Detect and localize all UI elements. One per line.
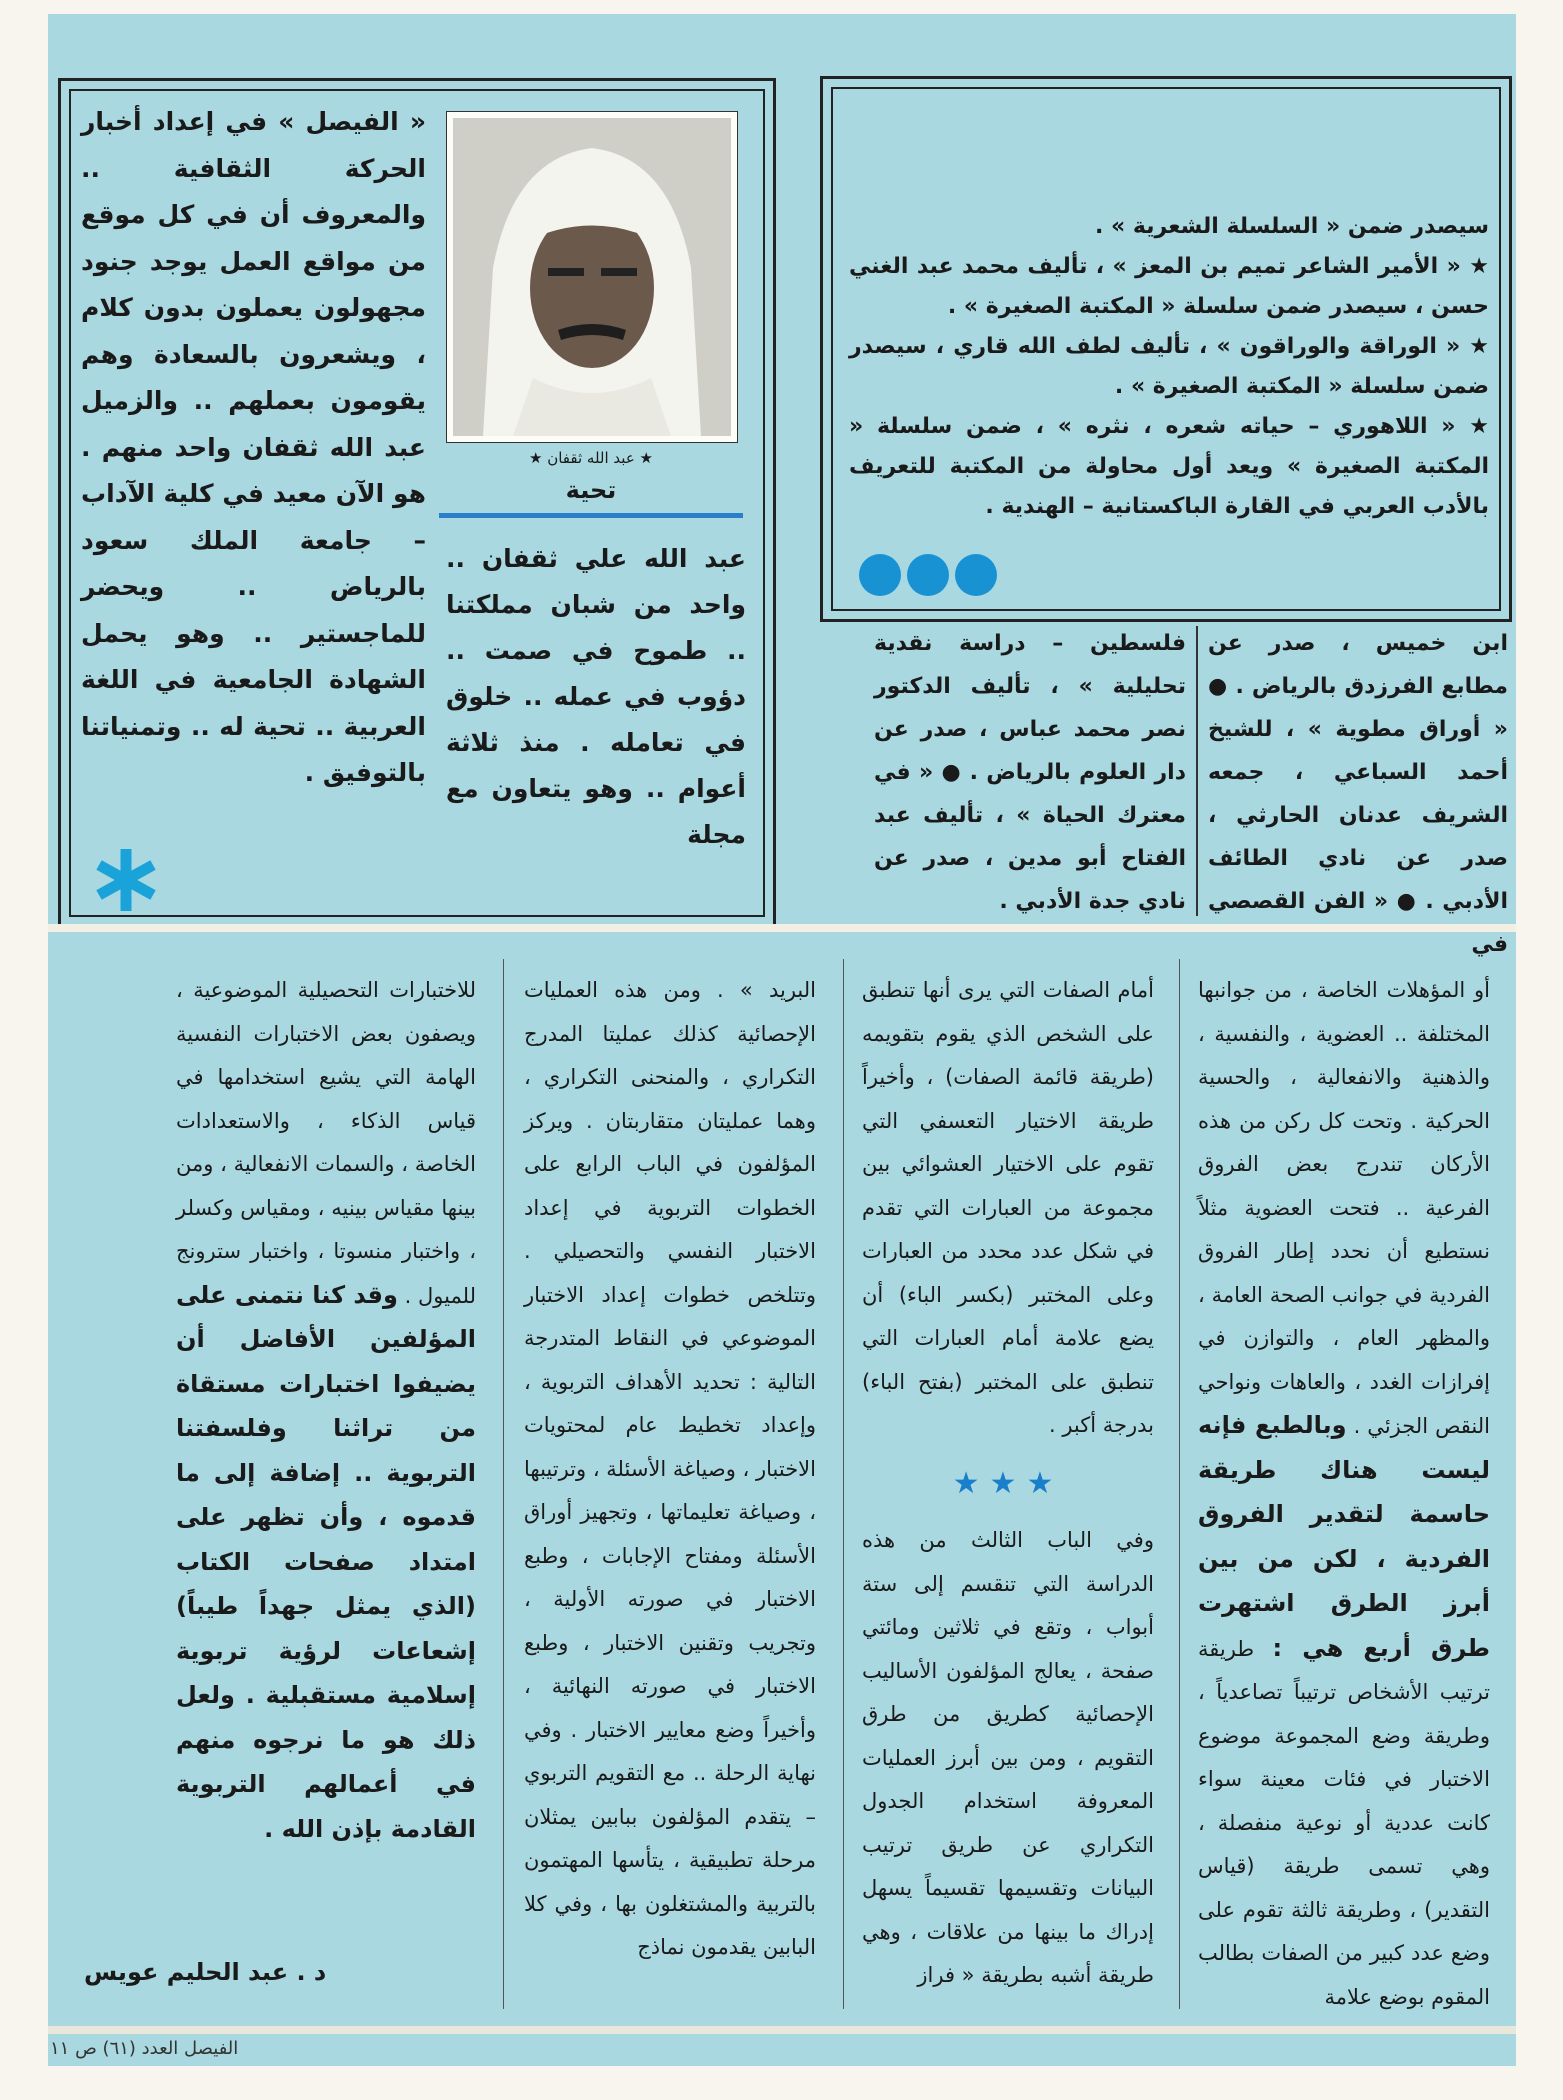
stars-divider: ★★★ bbox=[952, 1465, 1064, 1501]
page-footer bbox=[48, 2034, 1516, 2066]
article-highlight: وبالطبع فإنه ليست هناك طريقة حاسمة لتقدير الفروق الفردية ، لكن من بين أبرز الطرق اشتهرت طرق أربع هي : bbox=[1198, 1411, 1490, 1662]
column-divider bbox=[1196, 626, 1198, 916]
column-divider bbox=[843, 959, 844, 2009]
column-divider bbox=[1179, 959, 1180, 2009]
portrait-photo bbox=[446, 111, 738, 443]
series-paragraph: ★ « الأمير الشاعر تميم بن المعز » ، تأليف محمد عبد الغني حسن ، سيصدر ضمن سلسلة « المكتبة الصغيرة » . bbox=[849, 254, 1489, 319]
article-column-3: البريد » . ومن هذه العمليات الإحصائية كذلك عمليتا المدرج التكراري ، والمنحنى التكراري ، وهما عمليتان متقاربتان . ويركز المؤلفون في الباب الرابع على الخطوات التربوية في إعداد الاختبار النفسي والتحصيلي . وتتلخص خطوات إعداد الاختبار الموضوعي في النقاط المتدرجة التالية : تحديد الأهداف التربوية ، وإعداد تخطيط عام لمحتويات الاختبار ، وصياغة الأسئلة ، وترتيبها ، وصياغة تعليماتها ، وتجهيز أوراق الأسئلة ومفتاح الإجابات ، وطبع الاختبار في صورته الأولية ، وتجريب وتقنين الاختبار ، وطبع الاختبار في صورته النهائية ، وأخيراً وضع معايير الاختبار . وفي نهاية الرحلة .. مع التقويم التربوي – يتقدم المؤلفون ببابين يمثلان مرحلة تطبيقية ، يتأسها المهتمون بالتربية والمشتغلون بها ، وفي كلا البابين يقدمون نماذج bbox=[523, 978, 816, 1959]
article-text: أمام الصفات التي يرى أنها تنطبق على الشخص الذي يقوم بتقويمه (طريقة قائمة الصفات) ، وأخيراً طريقة الاختيار التعسفي التي تقوم على الاختيار العشوائي بين مجموعة من العبارات التي تقدم في شكل عدد محدد من العبارات وعلى المختبر (بكسر الباء) أن يضع علامة أمام العبارات التي تنطبق على المختبر (بفتح الباء) بدرجة أكبر . bbox=[862, 978, 1154, 1437]
books-column-left: فلسطين – دراسة نقدية تحليلية » ، تأليف الدكتور نصر محمد عباس ، صدر عن دار العلوم بالرياض . ● « في معترك الحياة » ، تأليف عبد الفتاح أبو مدين ، صدر عن نادي جدة الأدبي . bbox=[874, 631, 1186, 914]
footer-issue-text: الفيصل العدد (٦١) ص ١١ bbox=[50, 2038, 239, 2059]
portrait-image bbox=[453, 118, 731, 436]
article-highlight: وقد كنا نتمنى على المؤلفين الأفاضل أن يضيفوا اختبارات مستقاة من تراثنا وفلسفتنا التربوية .. إضافة إلى ما قدموه ، وأن تظهر على امتداد صفحات الكتاب (الذي يمثل جهداً طيباً) إشعاعات لرؤية تربوية إسلامية مستقبلية . ولعل ذلك هو ما نرجوه منهم في أعمالهم التربوية القادمة بإذن الله . bbox=[176, 1280, 476, 1843]
magazine-page bbox=[48, 14, 1516, 2066]
footer-band bbox=[48, 2026, 1516, 2034]
series-box bbox=[820, 76, 1512, 622]
dot-icon bbox=[955, 554, 997, 596]
column-divider bbox=[503, 959, 504, 2009]
article-author: د . عبد الحليم عويس bbox=[84, 1958, 327, 1986]
section-separator bbox=[48, 924, 1516, 932]
series-paragraph: سيصدر ضمن « السلسلة الشعرية » . bbox=[1095, 214, 1489, 239]
tribute-title: تحية bbox=[565, 476, 617, 504]
title-underline bbox=[439, 513, 743, 518]
article-text: طريقة ترتيب الأشخاص ترتيباً تصاعدياً ، وطريقة وضع المجموعة موضوع الاختبار في فئات معينة سواء كانت عددية أو نوعية منفصلة ، وهي تسمى طريقة (قياس التقدير) ، وطريقة ثالثة تقوم على وضع عدد كبير من الصفات بطالب المقوم بوضع علامة bbox=[1198, 1636, 1490, 2009]
dot-icon bbox=[907, 554, 949, 596]
dots-ornament bbox=[853, 554, 997, 600]
series-paragraph: ★ « الوراقة والوراقون » ، تأليف لطف الله قاري ، سيصدر ضمن سلسلة « المكتبة الصغيرة » . bbox=[849, 334, 1489, 399]
article-column-4 bbox=[176, 969, 476, 1852]
photo-caption: ★ عبد الله ثقفان ★ bbox=[529, 449, 653, 467]
tribute-text-right: عبد الله علي ثقفان .. واحد من شبان مملكتنا .. طموح في صمت .. دؤوب في عمله .. خلوق في تعامله . منذ ثلاثة أعوام .. وهو يتعاون مع مجلة bbox=[446, 544, 746, 849]
article-column-1 bbox=[1198, 969, 1490, 2019]
dot-icon bbox=[859, 554, 901, 596]
series-paragraph: ★ « اللاهوري – حياته شعره ، نثره » ، ضمن سلسلة « المكتبة الصغيرة » ويعد أول محاولة من المكتبة للتعريف بالأدب العربي في القارة الباكستانية – الهندية . bbox=[849, 414, 1489, 519]
article-text: للاختبارات التحصيلية الموضوعية ، ويصفون بعض الاختبارات النفسية الهامة التي يشيع استخدامها في قياس الذكاء ، والاستعدادات الخاصة ، والسمات الانفعالية ، ومن بينها مقياس بينيه ، ومقياس وكسلر ، واختبار منسوتا ، واختبار سترونج للميول . bbox=[176, 978, 476, 1308]
tribute-text-left: « الفيصل » في إعداد أخبار الحركة الثقافية .. والمعروف أن في كل موقع من مواقع العمل يوجد جنود مجهولون يعملون بدون كلام ، ويشعرون بالسعادة وهم يقومون بعملهم .. والزميل عبد الله ثقفان واحد منهم . هو الآن معيد في كلية الآداب – جامعة الملك سعود بالرياض .. ويحضر للماجستير .. وهو يحمل الشهادة الجامعية في اللغة العربية .. تحية له .. وتمنياتنا بالتوفيق . bbox=[81, 107, 426, 787]
article-text: وفي الباب الثالث من هذه الدراسة التي تنقسم إلى ستة أبواب ، وتقع في ثلاثين ومائتي صفحة ، يعالج المؤلفون الأساليب الإحصائية كطريق من طرق التقويم ، ومن بين أبرز العمليات المعروفة استخدام الجدول التكراري عن طريق ترتيب البيانات وتقسيمها تقسيماً يسهل إدراك ما بينها من علاقات ، وهي طريقة أشبه بطريقة « فراز bbox=[862, 1528, 1154, 1987]
asterisk-ornament-icon bbox=[91, 845, 161, 915]
books-column-right: ابن خميس ، صدر عن مطابع الفرزدق بالرياض . ● « أوراق مطوية » ، للشيخ أحمد السباعي ، جمعه الشريف عدنان الحارثي ، صدر عن نادي الطائف الأدبي . ● « الفن القصصي في bbox=[1208, 631, 1508, 957]
article-text: أو المؤهلات الخاصة ، من جوانبها المختلفة .. العضوية ، والنفسية ، والذهنية والانفعالية ، والحسية الحركية . وتحت كل ركن من هذه الأركان تندرج بعض الفروق الفرعية .. فتحت العضوية مثلاً نستطيع أن نحدد إطار الفروق الفردية في جوانب الصحة العامة ، والمظهر العام ، والتوازن في إفرازات الغدد ، والعاهات ونواحي النقص الجزئي . bbox=[1198, 978, 1490, 1438]
series-text bbox=[849, 207, 1489, 527]
article-column-2 bbox=[862, 969, 1154, 1998]
tribute-box bbox=[58, 78, 776, 928]
